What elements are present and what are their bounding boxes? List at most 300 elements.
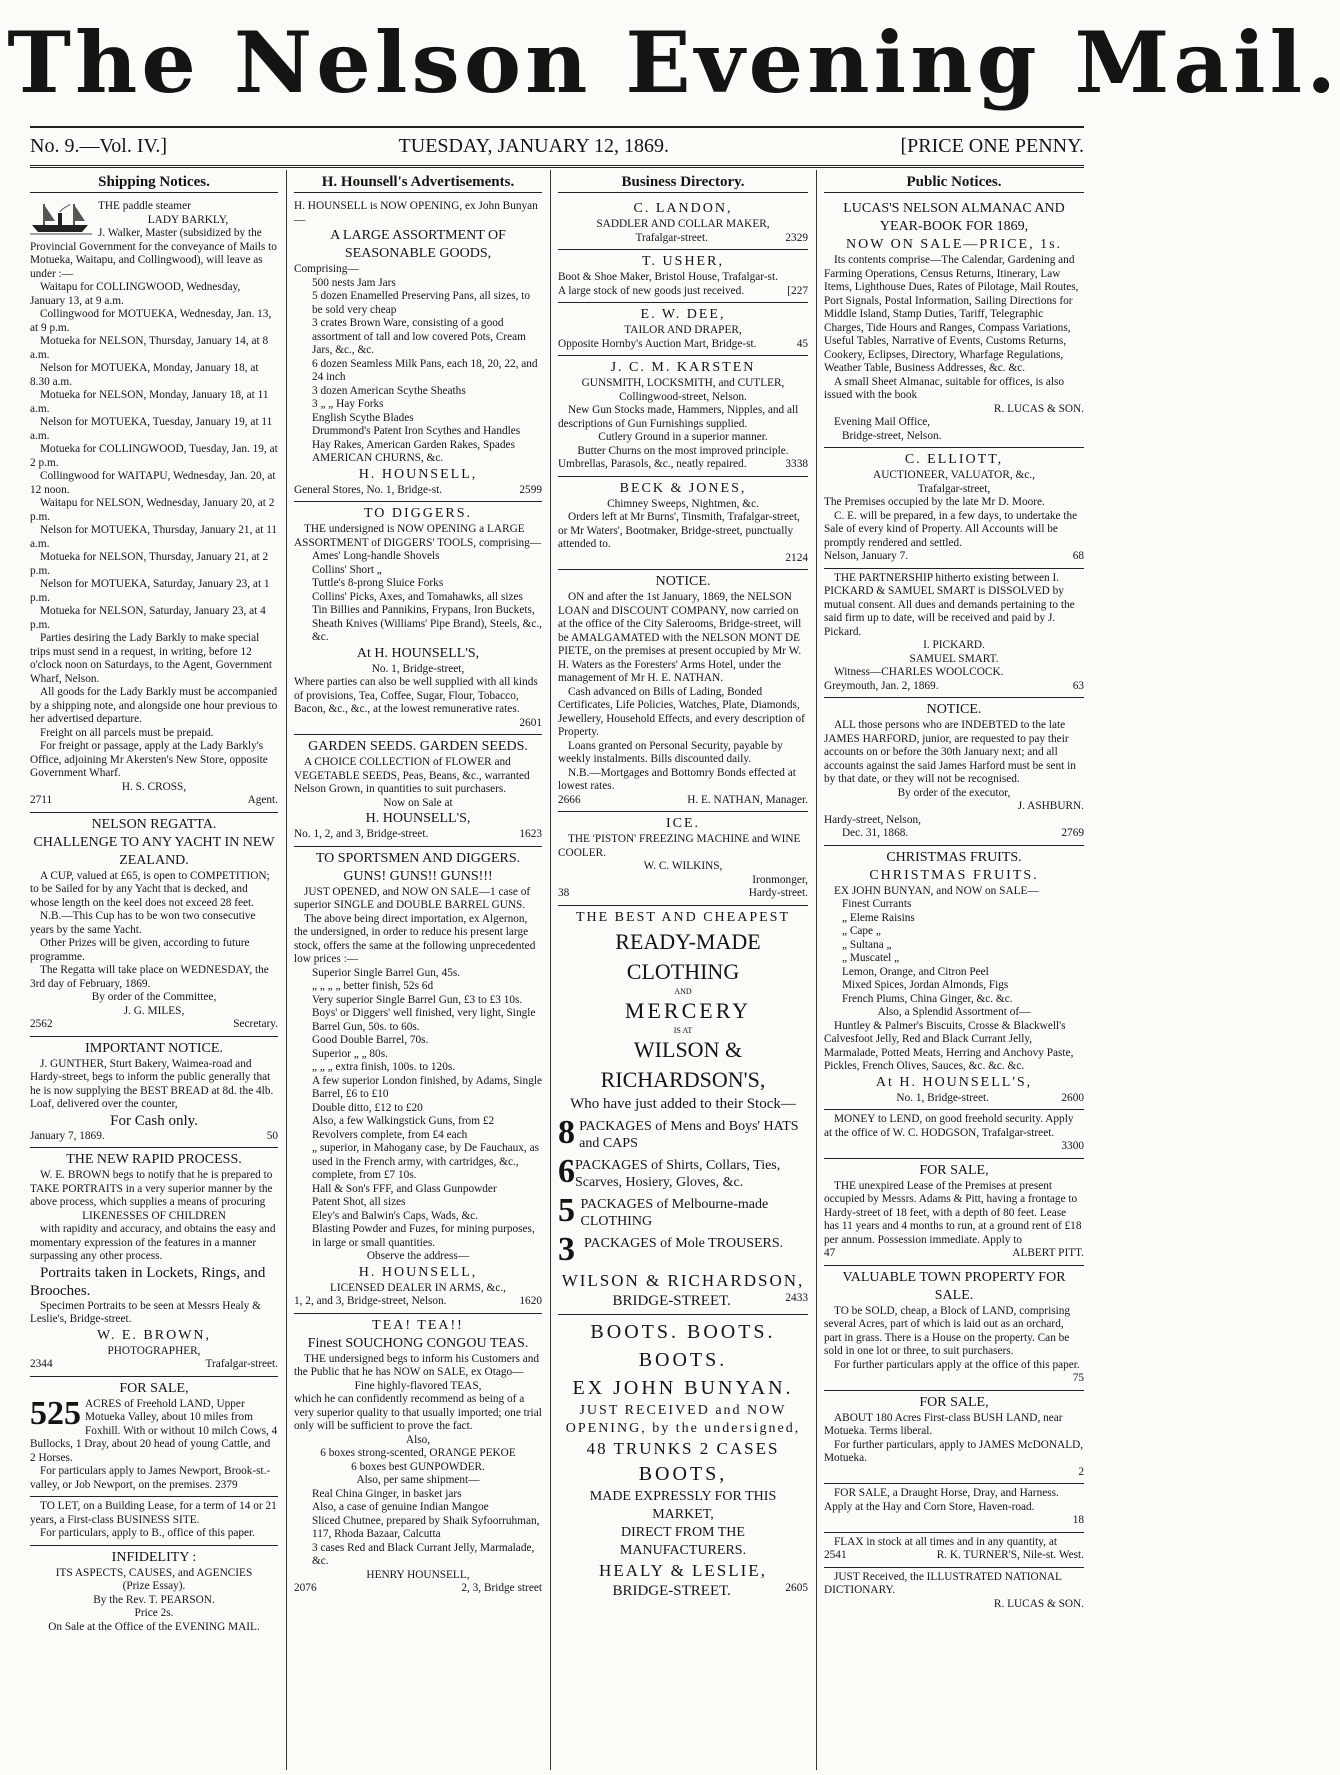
column-divider <box>286 170 287 1770</box>
ad-footer <box>558 232 808 246</box>
ad-number: 2599 <box>519 483 542 496</box>
stock-text: PACKAGES of Shirts, Collars, Ties, Scarves, Hosiery, Gloves, &c. <box>575 1157 781 1190</box>
gun-item: Also, a few Walkingstick Guns, from £2 <box>312 1115 495 1127</box>
ad-footer <box>824 1549 1084 1563</box>
ad-text: By order of the Committee, <box>91 991 217 1003</box>
gun-item: „ superior, in Mahogany case, by De Fauchaux, as used in the French army, with cartridges, &c., complete, from £7 10s. <box>312 1142 539 1181</box>
ad-town-property <box>824 1266 1084 1391</box>
ad-text: For further particulars apply at the office of this paper. <box>834 1358 1080 1371</box>
ad-signature: R. LUCAS & SON. <box>993 1597 1084 1610</box>
ad-text: Orders left at Mr Burns', Tinsmith, Trafalgar-street, or Mr Waters', Bootmaker, Bridge-street, punctually attended to. <box>558 511 800 550</box>
ad-signature: H. HOUNSELL, <box>358 466 478 482</box>
ad-text: LADY BARKLY, <box>147 213 229 226</box>
ad-text: ACRES of Freehold LAND, Upper Motueka Valley, about 10 miles from Foxhill. With or without 10 milch Cows, 4 Bullocks, 1 Dray, about 20 head of young Cattle, and 2 Horses. <box>30 1397 278 1464</box>
goods-item: Ames' Long-handle Shovels <box>312 550 440 562</box>
ad-address: Hardy-street, Nelson, <box>824 813 921 826</box>
ad-text: N.B.—Mortgages and Bottomry Bonds effected at lowest rates. <box>558 766 796 792</box>
ad-text: THE undersigned is NOW OPENING a LARGE ASSORTMENT of DIGGERS' TOOLS, comprising— <box>294 523 542 549</box>
dateline-rule <box>30 165 1084 168</box>
stock-text: PACKAGES of Mole TROUSERS. <box>584 1235 784 1251</box>
ad-signature: W. C. WILKINS, <box>643 860 723 872</box>
ad-signature: R. LUCAS & SON. <box>993 402 1084 415</box>
goods-item: Tin Billies and Pannikins, Frypans, Iron Buckets, Sheath Knives (Williams' Pipe Brand), Steels, &c., &c. <box>312 604 542 643</box>
ad-text: with rapidity and accuracy, and obtains the easy and momentary expression of the features in a manner surpassing any other process. <box>30 1223 276 1262</box>
ad-text: THE paddle steamer <box>98 200 191 212</box>
ad-text: BOOTS, <box>638 1462 728 1485</box>
stock-count: 6 <box>558 1152 575 1190</box>
ad-rapid-process <box>30 1148 278 1377</box>
ad-subtitle: GUNS! GUNS!! GUNS!!! <box>343 868 493 884</box>
ad-text: Evening Mail Office, <box>834 416 931 428</box>
ad-footer <box>558 794 808 808</box>
ad-text: Freight on all parcels must be prepaid. <box>40 726 214 739</box>
sailing-item: Nelson for MOTUEKA, Monday, January 18, at 8.30 a.m. <box>30 362 259 388</box>
ad-title: TO DIGGERS. <box>363 506 473 521</box>
gun-item: Double ditto, £12 to £20 <box>312 1101 423 1114</box>
ad-number: 45 <box>796 337 808 350</box>
sailing-item: Waitapu for COLLINGWOOD, Wednesday, January 13, at 9 a.m. <box>30 281 241 307</box>
column-shipping <box>30 172 278 1772</box>
ad-title: ICE. <box>665 816 701 831</box>
ad-footer <box>30 1018 278 1032</box>
ad-text: N.B.—This Cup has to be won two consecutive years by the same Yacht. <box>30 910 256 936</box>
ad-text: TO LET, on a Building Lease, for a term of 14 or 21 years, a First-class BUSINESS SITE. <box>30 1500 277 1526</box>
goods-item: 3 crates Brown Ware, consisting of a good assortment of tall and low covered Pots, Cream Jars, &c., &c. <box>312 317 526 356</box>
ad-text: AND <box>674 986 692 996</box>
column-business-directory <box>558 172 808 1772</box>
ad-number: 1623 <box>519 828 542 840</box>
ad-for-sale-bush-land <box>824 1391 1084 1485</box>
sailing-item: Motueka for NELSON, Thursday, January 21, at 2 p.m. <box>30 551 269 577</box>
ad-text: For particulars, apply to B., office of this paper. <box>40 1527 256 1539</box>
ad-text: Observe the address— <box>366 1250 470 1262</box>
fruit-item: Mixed Spices, Jordan Almonds, Figs <box>842 979 1009 991</box>
ad-number: 2769 <box>1061 827 1084 839</box>
ad-text: Its contents comprise—The Calendar, Gardening and Farming Operations, Census Returns, Itinerary, Law Items, Lighthouse Dues, Rates of Pilotage, Mail Routes, Port Signals, Postal Information, Sailing Directions for Middle Island, Stamp Duties, Tariff, Telegraphic Charges, Tide Hours and Ranges, Compass Variations, Useful Tables, Narrative of Events, Customs Returns, Cookery, Eclipses, Directory, Wharfage Regulations, Weather Table, Business Addresses, &c. &c. <box>824 254 1079 374</box>
stock-text: PACKAGES of Mens and Boys' HATS and CAPS <box>579 1118 799 1151</box>
ad-title: BOOTS. BOOTS. <box>590 1320 776 1343</box>
ad-address: Trafalgar-street. <box>205 1358 278 1370</box>
ad-text: LICENSED DEALER IN ARMS, &c., <box>329 1281 507 1294</box>
gun-item: „ „ „ extra finish, 100s. to 120s. <box>312 1061 456 1073</box>
ad-karsten <box>558 356 808 477</box>
ad-harford-notice <box>824 698 1084 846</box>
ad-text: JUST OPENED, and NOW ON SALE—1 case of superior SINGLE and DOUBLE BARREL GUNS. <box>294 885 531 911</box>
sailing-item: Waitapu for NELSON, Wednesday, January 20, at 2 p.m. <box>30 497 275 523</box>
ad-tea <box>294 1314 542 1600</box>
ad-text: AUCTIONEER, VALUATOR, &c., <box>873 469 1035 481</box>
ad-text: THE unexpired Lease of the Premises at present occupied by Messrs. Adams & Pitt, having a frontage to Hardy-street of 18 feet, with a depth of 80 feet. Lease has 11 years and 4 months to run, at a ground rent of £18 per annum. Possession immediate. Apply to <box>824 1179 1082 1246</box>
ad-text: Price 2s. <box>134 1607 174 1619</box>
ad-text: Butter Churns on the most improved principle. <box>577 444 789 457</box>
ad-text: THE undersigned begs to inform his Customers and the Public that he has NOW on SALE, ex Otago— <box>294 1352 540 1378</box>
ad-title: THE NEW RAPID PROCESS. <box>66 1152 242 1167</box>
ad-number: 2541 <box>824 1549 847 1561</box>
ad-footer <box>30 1358 278 1372</box>
ad-number: 68 <box>1072 550 1084 562</box>
ad-footer <box>294 1295 542 1309</box>
ad-text: Also, a Splendid Assortment of— <box>877 1006 1031 1018</box>
ad-number: 2433 <box>785 1291 808 1304</box>
column-header: Public Notices. <box>824 172 1084 193</box>
ad-loan-notice <box>558 570 808 812</box>
ad-subtitle: EX JOHN BUNYAN. <box>572 1376 794 1399</box>
tea-item: 3 cases Red and Black Currant Jelly, Marmalade, &c. <box>312 1541 535 1567</box>
ad-for-sale-land <box>30 1377 278 1498</box>
goods-item: 6 dozen Seamless Milk Pans, each 18, 20, 22, and 24 inch <box>312 357 538 383</box>
masthead-rule <box>30 126 1084 128</box>
tea-item: Real China Ginger, in basket jars <box>312 1487 462 1500</box>
goods-item: English Scythe Blades <box>312 411 414 424</box>
ad-to-diggers <box>294 502 542 735</box>
ad-text: Fine highly-flavored TEAS, <box>354 1379 482 1392</box>
ad-elliott <box>824 448 1084 569</box>
column-header: Business Directory. <box>558 172 808 193</box>
ad-text: By order of the executor, <box>897 786 1011 799</box>
ad-signature: W. E. BROWN, <box>96 1327 212 1343</box>
ad-title: IMPORTANT NOTICE. <box>85 1040 223 1056</box>
steamer-icon <box>30 201 92 235</box>
ad-title: FOR SALE, <box>119 1380 189 1396</box>
ad-number: 2666 <box>558 793 581 806</box>
ad-text: ALL those persons who are INDEBTED to the late JAMES HARFORD, junior, are requested to pay their accounts on or before the 30th January next; and all accounts against the said James Harford must be sent in by that date, or they will not be recognised. <box>824 719 1076 785</box>
ad-address: 2, 3, Bridge street <box>461 1582 542 1594</box>
ad-text: ABOUT 180 Acres First-class BUSH LAND, near Motueka. Terms liberal. <box>824 1411 1063 1437</box>
fruit-item: „ Muscatel „ <box>842 952 900 964</box>
ad-number: 2329 <box>785 231 808 244</box>
ad-text: JUST Received, the ILLUSTRATED NATIONAL DICTIONARY. <box>824 1570 1062 1596</box>
ad-partnership <box>824 569 1084 699</box>
ad-text: Parties desiring the Lady Barkly to make special trips must send in a request, in writing, before 12 o'clock noon on Saturdays, to the Agent, Government Wharf, Nelson. <box>30 632 273 685</box>
ad-text: A small Sheet Almanac, suitable for offices, is also issued with the book <box>824 375 1065 401</box>
stock-count: 3 <box>558 1230 575 1268</box>
ad-title: NOTICE. <box>655 574 711 589</box>
ad-number: 2344 <box>30 1358 53 1370</box>
column-divider <box>816 170 817 1770</box>
ad-to-let <box>30 1497 278 1546</box>
ad-landon <box>558 197 808 250</box>
ad-title: FOR SALE, <box>919 1162 989 1178</box>
ad-number: 63 <box>1072 679 1084 692</box>
ad-address: General Stores, No. 1, Bridge-st. <box>294 483 443 496</box>
ad-text: EX JOHN BUNYAN, and NOW on SALE— <box>834 884 1039 897</box>
sailing-item: Nelson for MOTUEKA, Thursday, January 21, at 11 a.m. <box>30 524 278 550</box>
ad-footer <box>558 1582 808 1600</box>
ad-title: VALUABLE TOWN PROPERTY FOR SALE. <box>842 1269 1066 1303</box>
stock-count: 8 <box>558 1113 575 1151</box>
ad-address: 1, 2, and 3, Bridge-street, Nelson. <box>294 1295 447 1307</box>
ad-lady-barkly <box>30 197 278 813</box>
goods-item: Collins' Short „ <box>312 563 382 576</box>
ad-text: FOR SALE, a Draught Horse, Dray, and Harness. Apply at the Hay and Corn Store, Haven-road. <box>824 1487 1059 1513</box>
ad-dictionary <box>824 1568 1084 1616</box>
ad-text: A large stock of new goods just received. <box>558 284 745 297</box>
ad-text: Chimney Sweeps, Nightmen, &c. <box>607 497 759 510</box>
ad-signature: WILSON & RICHARDSON, <box>561 1270 805 1290</box>
ad-number: 2601 <box>519 716 542 729</box>
ad-text: Witness—CHARLES WOOLCOCK. <box>834 666 1004 678</box>
gun-item: Boys' or Diggers' well finished, very light, Single Barrel Gun, 50s. to 60s. <box>312 1007 536 1033</box>
ad-text: GUNSMITH, LOCKSMITH, and CUTLER, <box>581 377 785 389</box>
ad-address: Opposite Hornby's Auction Mart, Bridge-st. <box>558 337 757 350</box>
ad-text: Cash advanced on Bills of Lading, Bonded Certificates, Life Policies, Watches, Plate, Diamonds, Jewellery, Household Effects, and every description of Property. <box>558 685 805 738</box>
gun-item: Good Double Barrel, 70s. <box>312 1034 429 1046</box>
stock-line <box>558 1115 808 1152</box>
ad-usher <box>558 250 808 303</box>
ad-text: The Regatta will take place on WEDNESDAY, the 3rd day of February, 1869. <box>30 964 269 990</box>
ad-important-notice <box>30 1037 278 1149</box>
ad-text: MONEY to LEND, on good freehold security. Apply at the office of W. C. HODGSON, Trafalgar-street. <box>824 1113 1074 1139</box>
goods-item: 3 „ „ Hay Forks <box>312 398 384 410</box>
ad-text: Where parties can also be well supplied with all kinds of provisions, Tea, Coffee, Sugar, Flour, Tobacco, Bacon, &c., &c., at the lowest remunerative rates. <box>294 676 538 715</box>
ad-address: Trafalgar-street. <box>635 231 708 244</box>
ad-text: W. E. BROWN begs to notify that he is prepared to TAKE PORTRAITS in a very superior manner by the above process, which supplies a means of procuring <box>30 1169 273 1208</box>
ad-text: By the Rev. T. PEARSON. <box>93 1593 215 1606</box>
ad-for-sale-lease <box>824 1159 1084 1266</box>
ad-text: Who have just added to their Stock— <box>570 1095 796 1112</box>
sailing-item: Motueka for NELSON, Thursday, January 14, at 8 a.m. <box>30 335 269 361</box>
ad-date: January 7, 1869. <box>30 1129 105 1142</box>
ad-text: TAILOR AND DRAPER, <box>624 324 742 336</box>
ad-wilson-richardson <box>558 906 808 1315</box>
gun-item: Eley's and Balwin's Caps, Wads, &c. <box>312 1209 479 1222</box>
masthead-title: The Nelson Evening Mail. <box>7 13 1340 112</box>
ad-signature: R. K. TURNER'S, Nile-st. West. <box>936 1549 1084 1561</box>
fruit-item: „ Cape „ <box>842 925 881 937</box>
ad-text: For freight or passage, apply at the Lady Barkly's Office, adjoining Mr Akersten's New Store, opposite Government Wharf. <box>30 740 268 779</box>
ad-beck-jones <box>558 477 808 571</box>
fruit-item: Finest Currants <box>842 898 912 910</box>
ad-number: 2562 <box>30 1018 53 1030</box>
gun-item: Very superior Single Barrel Gun, £3 to £3 10s. <box>312 993 523 1006</box>
ad-display-text: MERCERY <box>624 997 752 1023</box>
ad-text: C. E. will be prepared, in a few days, to undertake the Sale of every kind of Property. All Accounts will be promptly rendered and settled. <box>824 509 1078 549</box>
ad-text: A CHOICE COLLECTION of FLOWER and VEGETABLE SEEDS, Peas, Beans, &c., warranted Nelson Grown, in quantities to suit purchasers. <box>294 756 530 795</box>
tea-item: Also, a case of genuine Indian Mangoe <box>312 1501 489 1513</box>
ad-seasonable-goods <box>294 197 542 502</box>
goods-item: AMERICAN CHURNS, &c. <box>312 452 444 464</box>
ad-address: No. 1, 2, and 3, Bridge-street. <box>294 828 429 840</box>
ad-title: THE BEST AND CHEAPEST <box>575 909 791 925</box>
ad-text: FLAX in stock at all times and in any quantity, at <box>834 1535 1057 1548</box>
ad-address: Collingwood-street, Nelson. <box>619 390 747 403</box>
issue-date: TUESDAY, JANUARY 12, 1869. <box>398 134 669 157</box>
ad-ice <box>558 812 808 906</box>
ad-text: MADE EXPRESSLY FOR THIS MARKET, <box>589 1488 777 1522</box>
ad-infidelity <box>30 1546 278 1639</box>
ad-title: E. W. DEE, <box>640 307 726 322</box>
gun-item: Revolvers complete, from £4 each <box>312 1128 468 1141</box>
ad-text: TO be SOLD, cheap, a Block of LAND, comprising several Acres, part of which is laid out as an orchard, part in grass. There is a House on the property. Can be sold in one lot or three, to suit purchasers. <box>824 1304 1071 1357</box>
ad-text: Huntley & Palmer's Biscuits, Crosse & Blackwell's Calvesfoot Jelly, Red and Black Currant Jelly, Marmalade, Potted Meats, Herring and Anchovy Paste, Pickles, French Olives, Sauces, &c. &c. &c. <box>824 1019 1074 1072</box>
ad-signature: HEALY & LESLIE, <box>599 1560 767 1580</box>
sailing-item: Collingwood for WAITAPU, Wednesday, Jan. 20, at 12 noon. <box>30 470 276 496</box>
column-header: H. Hounsell's Advertisements. <box>294 172 542 193</box>
ad-title: BOOTS. <box>638 1348 728 1371</box>
ad-text: J. Walker, Master (subsidized by the Provincial Government for the conveyance of Mails to Motueka, Waitapu, and Collingwood), will leave as under :— <box>30 227 277 280</box>
ad-text: Portraits taken in Lockets, Rings, and Brooches. <box>30 1264 266 1299</box>
ad-text: For Cash only. <box>110 1112 198 1129</box>
ad-text: For further particulars, apply to JAMES McDONALD, Motueka. <box>824 1438 1084 1464</box>
ad-signature: I. PICKARD. <box>923 639 985 651</box>
ad-text: Other Prizes will be given, according to future programme. <box>30 937 250 963</box>
ad-text: IS AT <box>673 1025 693 1035</box>
ad-footer <box>558 285 808 299</box>
ad-boots <box>558 1315 808 1604</box>
ad-text: PHOTOGRAPHER, <box>107 1344 201 1357</box>
sailing-item: Motueka for NELSON, Monday, January 18, at 11 a.m. <box>30 389 269 415</box>
ad-address: No. 1, Bridge-street. <box>896 1091 989 1104</box>
ad-date: Greymouth, Jan. 2, 1869. <box>824 679 939 692</box>
gun-item: Superior Single Barrel Gun, 45s. <box>312 966 461 979</box>
ad-footer <box>824 827 1084 841</box>
goods-item: Tuttle's 8-prong Sluice Forks <box>312 577 444 589</box>
ad-number: 47 <box>824 1247 836 1259</box>
ad-title: CHRISTMAS FRUITS. <box>869 867 1039 883</box>
goods-item: Collins' Picks, Axes, and Tomahawks, all sizes <box>312 590 523 603</box>
ad-text: Now on Sale at <box>383 796 453 809</box>
ad-number-large: 525 <box>30 1394 81 1432</box>
ad-number: 50 <box>266 1129 278 1142</box>
ad-title: LUCAS'S NELSON ALMANAC AND YEAR-BOOK FOR 1869, <box>843 201 1065 234</box>
stock-line <box>558 1193 808 1230</box>
ad-text: Ironmonger, <box>752 873 808 886</box>
ad-text: (Prize Essay). <box>122 1580 186 1592</box>
ad-address: Bridge-street, Nelson. <box>842 429 942 442</box>
ad-footer <box>824 680 1084 694</box>
dateline <box>30 131 1084 161</box>
ad-number: 2124 <box>785 551 808 564</box>
issue-number: No. 9.—Vol. IV.] <box>30 134 168 157</box>
ad-text: ON and after the 1st January, 1869, the NELSON LOAN and DISCOUNT COMPANY, now carried on at the office of the City Salerooms, Bridge-street, will be AMALGAMATED with the NELSON MONT DE PIETE, on the premises at present occupied by Mr W. H. Waters as the Foresters' Arms Hotel, under the management of Mr H. E. NATHAN. <box>558 591 802 684</box>
ad-text: Boot & Shoe Maker, Bristol House, Trafalgar-st. <box>558 271 778 283</box>
ad-dee <box>558 303 808 356</box>
ad-text: 6 boxes strong-scented, ORANGE PEKOE <box>320 1447 516 1459</box>
ad-title: FOR SALE, <box>919 1394 989 1410</box>
ad-text: At H. HOUNSELL'S, <box>875 1074 1033 1090</box>
ad-address: BRIDGE-STREET. <box>612 1292 731 1309</box>
ad-title: TO SPORTSMEN AND DIGGERS. <box>315 850 521 866</box>
ad-display-text: WILSON & RICHARDSON'S, <box>600 1036 766 1092</box>
ad-guns <box>294 847 542 1314</box>
goods-item: 3 dozen American Scythe Sheaths <box>312 384 466 397</box>
ad-footer <box>294 1582 542 1596</box>
ad-signature: H. E. NATHAN, Manager. <box>687 793 808 806</box>
ad-text: Cutlery Ground in a superior manner. <box>598 431 768 443</box>
ad-text: J. GUNTHER, Sturt Bakery, Waimea-road and Hardy-street, begs to inform the public generally that he is now supplying the BEST BREAD at 8d. the 4lb. Loaf, delivered over the counter, <box>30 1057 274 1110</box>
ad-text: 48 TRUNKS 2 CASES <box>586 1438 780 1458</box>
ad-footer <box>824 550 1084 564</box>
column-public-notices <box>824 172 1084 1772</box>
sailing-item: Nelson for MOTUEKA, Tuesday, January 19, at 11 a.m. <box>30 416 273 442</box>
ad-lucas-almanac <box>824 197 1084 448</box>
gun-item: Hall & Son's FFF, and Glass Gunpowder <box>312 1182 497 1195</box>
ad-number: 2 <box>1078 1465 1084 1478</box>
ad-text: THE 'PISTON' FREEZING MACHINE and WINE COOLER. <box>558 833 801 859</box>
goods-item: Hay Rakes, American Garden Rakes, Spades <box>312 438 515 451</box>
ad-text: Umbrellas, Parasols, &c., neatly repaired. <box>558 458 747 470</box>
sailing-item: Motueka for COLLINGWOOD, Tuesday, Jan. 19, at 2 p.m. <box>30 443 278 469</box>
ad-signature: H. HOUNSELL, <box>358 1264 478 1280</box>
ad-number: 3338 <box>785 458 808 470</box>
ad-signature: J. G. MILES, <box>123 1004 185 1017</box>
ad-footer <box>558 338 808 352</box>
ad-number: 3300 <box>1061 1140 1084 1152</box>
ad-text: Loans granted on Personal Security, payable by weekly instalments. Bills discounted daily. <box>558 739 783 765</box>
issue-price: [PRICE ONE PENNY. <box>900 134 1084 157</box>
ad-text: DIRECT FROM THE MANUFACTURERS. <box>619 1524 747 1558</box>
stock-line <box>558 1232 808 1268</box>
ad-draught-horse <box>824 1484 1084 1533</box>
stock-count: 5 <box>558 1191 575 1229</box>
ad-text: At H. HOUNSELL'S, <box>356 645 480 661</box>
ad-signature: J. ASHBURN. <box>1017 800 1084 812</box>
ad-title: NELSON REGATTA. <box>91 816 217 832</box>
ad-subtitle: CHALLENGE TO ANY YACHT IN NEW ZEALAND. <box>33 834 275 868</box>
ad-text: JUST RECEIVED and NOW OPENING, by the undersigned, <box>565 1402 801 1436</box>
ad-title: GARDEN SEEDS. GARDEN SEEDS. <box>308 739 528 754</box>
ad-text: Specimen Portraits to be seen at Messrs Healy & Leslie's, Bridge-street. <box>30 1299 261 1325</box>
ad-text: On Sale at the Office of the EVENING MAIL. <box>48 1620 260 1633</box>
ad-signature: SAMUEL SMART. <box>909 652 999 665</box>
ad-text: 6 boxes best GUNPOWDER. <box>351 1460 485 1473</box>
ad-garden-seeds <box>294 735 542 847</box>
ad-text: New Gun Stocks made, Hammers, Nipples, and all descriptions of Gun Furnishings supplied. <box>558 404 799 430</box>
goods-item: Drummond's Patent Iron Scythes and Handles <box>312 425 521 437</box>
ad-number: 2711 <box>30 794 53 806</box>
ad-display-text: READY-MADE CLOTHING <box>615 928 761 984</box>
ad-title: T. USHER, <box>642 254 724 269</box>
sailing-item: Nelson for MOTUEKA, Saturday, January 23, at 1 p.m. <box>30 578 270 604</box>
gun-item: „ „ „ „ better finish, 52s 6d <box>312 980 434 992</box>
ad-flax <box>824 1533 1084 1568</box>
ad-number: [227 <box>787 284 808 297</box>
ad-footer <box>294 484 542 498</box>
ad-footer <box>558 1292 808 1310</box>
ad-text: For particulars apply to James Newport, Brook-st.-valley, or Job Newport, on the premises. 2379 <box>30 1465 271 1491</box>
ad-address: Trafalgar-street, <box>917 482 991 495</box>
column-header: Shipping Notices. <box>30 172 278 193</box>
ad-text: H. HOUNSELL is NOW OPENING, ex John Bunyan— <box>294 200 538 226</box>
ad-text: The above being direct importation, ex Algernon, the undersigned, in order to reduce his present large stock, offers the same at the following unprecedented low prices :— <box>294 912 536 965</box>
goods-item: 500 nests Jam Jars <box>312 276 396 289</box>
column-divider <box>550 170 551 1770</box>
ad-number: 2600 <box>1061 1091 1084 1104</box>
gun-item: Blasting Powder and Fuzes, for mining purposes, in large or small quantities. <box>312 1223 535 1249</box>
ad-text: Also, <box>405 1433 431 1446</box>
stock-text: PACKAGES of Melbourne-made CLOTHING <box>580 1196 769 1229</box>
ad-address: Hardy-street. <box>748 887 808 899</box>
ad-signature: H. HOUNSELL'S, <box>365 811 471 826</box>
ad-title: A LARGE ASSORTMENT OF SEASONABLE GOODS, <box>330 228 506 261</box>
fruit-item: French Plums, China Ginger, &c. &c. <box>842 992 1013 1005</box>
fruit-item: „ Eleme Raisins <box>842 911 915 924</box>
ad-signature: HENRY HOUNSELL, <box>366 1568 470 1581</box>
gun-item: A few superior London finished, by Adams, Single Barrel, £6 to £10 <box>312 1074 542 1100</box>
ad-address: BRIDGE-STREET. <box>612 1582 731 1599</box>
ad-signature: H. S. CROSS, <box>121 780 187 793</box>
ad-number: 2076 <box>294 1582 317 1594</box>
ad-footer <box>558 887 808 901</box>
ad-number: 18 <box>1072 1514 1084 1526</box>
ad-number: 2605 <box>785 1581 808 1594</box>
ad-number: 38 <box>558 887 570 899</box>
ad-title: INFIDELITY : <box>111 1549 197 1565</box>
ad-footer <box>558 458 808 472</box>
ad-title: C. ELLIOTT, <box>904 452 1004 467</box>
ad-text: Comprising— <box>294 263 359 275</box>
ad-title: CHRISTMAS FRUITS. <box>886 849 1022 865</box>
